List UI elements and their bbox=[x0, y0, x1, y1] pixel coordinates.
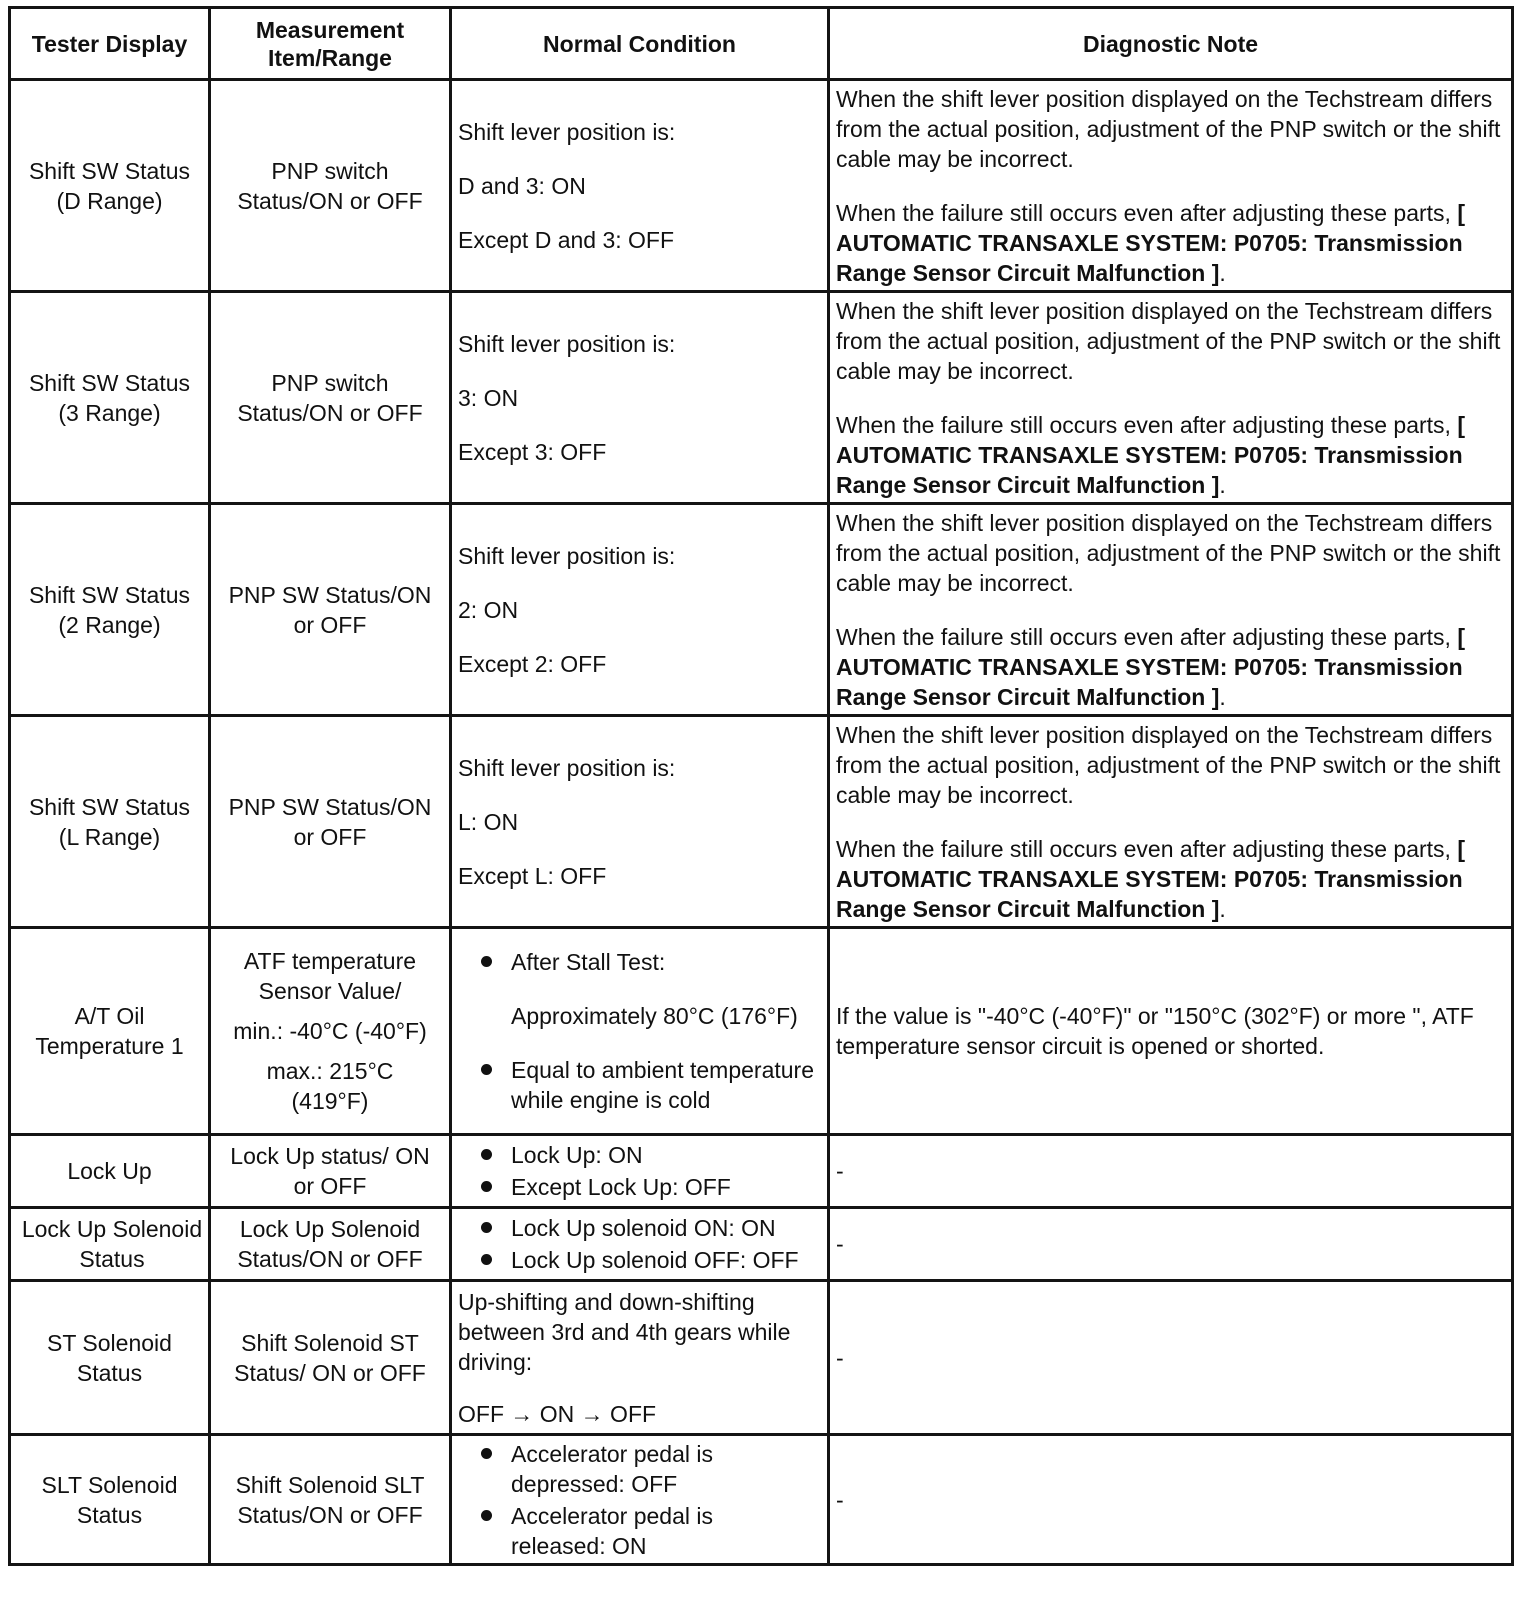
note-paragraph: When the shift lever position displayed on the Techstream differs from the actual position, adjustment of the PNP switch or the shift cable may be incorrect. bbox=[836, 721, 1501, 808]
bullet-icon bbox=[481, 1149, 492, 1160]
condition-line: L: ON bbox=[458, 808, 519, 835]
condition-bullet bbox=[483, 947, 821, 977]
measurement-line bbox=[217, 1056, 443, 1116]
condition-line: 2: ON bbox=[458, 596, 519, 623]
measurement-text: Shift Solenoid SLT Status/ON or OFF bbox=[235, 1471, 425, 1528]
tester-display-cell bbox=[10, 1435, 210, 1565]
table-row bbox=[10, 504, 1513, 716]
measurement-cell bbox=[210, 1135, 451, 1208]
bullet-icon bbox=[481, 1254, 492, 1265]
condition-line: Except L: OFF bbox=[458, 862, 607, 889]
tester-display-text: Shift SW Status (3 Range) bbox=[28, 369, 191, 426]
condition-line: OFF → ON → OFF bbox=[458, 1400, 657, 1427]
note-suffix: . bbox=[1219, 259, 1226, 286]
measurement-cell bbox=[210, 1281, 451, 1435]
table-row bbox=[10, 1208, 1513, 1281]
diagnostic-note-cell: - bbox=[829, 1281, 1513, 1435]
condition-bullet-list bbox=[458, 1213, 821, 1275]
condition-text: Lock Up: ON bbox=[511, 1142, 643, 1168]
note-suffix: . bbox=[1219, 683, 1226, 710]
note-paragraph bbox=[836, 834, 1505, 924]
condition-line: Up-shifting and down-shifting between 3rd and 4th gears while driving: bbox=[458, 1288, 791, 1375]
note-reference-link[interactable]: [ AUTOMATIC TRANSAXLE SYSTEM: P0705: Transmission Range Sensor Circuit Malfunction ] bbox=[836, 623, 1465, 710]
condition-bullet-list bbox=[458, 1140, 821, 1202]
note-paragraph: When the shift lever position displayed on the Techstream differs from the actual position, adjustment of the PNP switch or the shift cable may be incorrect. bbox=[836, 85, 1501, 172]
tester-display-text: Shift SW Status (L Range) bbox=[28, 793, 191, 850]
normal-condition-cell bbox=[451, 1208, 829, 1281]
condition-line: Shift lever position is: bbox=[458, 754, 676, 781]
bullet-icon bbox=[481, 1510, 492, 1521]
diagnostic-note-cell bbox=[829, 292, 1513, 504]
normal-condition-cell bbox=[451, 504, 829, 716]
measurement-cell bbox=[210, 1208, 451, 1281]
table-row bbox=[10, 80, 1513, 292]
note-paragraph bbox=[836, 410, 1505, 500]
normal-condition-cell bbox=[451, 80, 829, 292]
normal-condition-cell bbox=[451, 716, 829, 928]
measurement-cell bbox=[210, 1435, 451, 1565]
note-suffix: . bbox=[1219, 895, 1226, 922]
bullet-icon bbox=[481, 956, 492, 967]
table-row bbox=[10, 716, 1513, 928]
tester-display-text: Lock Up Solenoid Status bbox=[21, 1216, 203, 1272]
table-row bbox=[10, 1435, 1513, 1565]
measurement-text: PNP switch Status/ON or OFF bbox=[237, 369, 423, 426]
normal-condition-cell bbox=[451, 1135, 829, 1208]
tester-display-text: A/T Oil Temperature 1 bbox=[35, 1003, 184, 1059]
condition-bullet bbox=[483, 1172, 821, 1202]
normal-condition-cell bbox=[451, 292, 829, 504]
normal-condition-cell bbox=[451, 1435, 829, 1565]
condition-text: Accelerator pedal is depressed: OFF bbox=[511, 1440, 713, 1497]
table-row bbox=[10, 292, 1513, 504]
header-measurement-item bbox=[210, 8, 451, 80]
condition-bullet bbox=[483, 1055, 821, 1115]
diagnostic-note-cell bbox=[829, 504, 1513, 716]
tester-display-cell bbox=[10, 1281, 210, 1435]
condition-bullet-list bbox=[458, 1439, 821, 1561]
measurement-cell bbox=[210, 80, 451, 292]
note-prefix: When the failure still occurs even after adjusting these parts, bbox=[836, 623, 1451, 650]
diagnostic-note-cell: - bbox=[829, 1435, 1513, 1565]
tester-display-cell bbox=[10, 292, 210, 504]
data-list-table bbox=[8, 6, 1514, 1566]
table-header-row bbox=[10, 8, 1513, 80]
diagnostic-note-cell: - bbox=[829, 1135, 1513, 1208]
condition-line: Except 2: OFF bbox=[458, 650, 607, 677]
condition-bullet bbox=[483, 1439, 821, 1499]
note-reference-link[interactable]: [ AUTOMATIC TRANSAXLE SYSTEM: P0705: Transmission Range Sensor Circuit Malfunction ] bbox=[836, 411, 1465, 498]
header-measurement-text: Measurement Item/Range bbox=[255, 16, 405, 71]
condition-text: Except Lock Up: OFF bbox=[511, 1174, 731, 1200]
measurement-cell bbox=[210, 504, 451, 716]
header-tester-display: Tester Display bbox=[10, 8, 210, 80]
measurement-cell bbox=[210, 716, 451, 928]
table-row bbox=[10, 928, 1513, 1135]
condition-bullet-list bbox=[458, 947, 821, 1115]
condition-line: Shift lever position is: bbox=[458, 330, 676, 357]
measurement-line: min.: -40°C (-40°F) bbox=[233, 1018, 427, 1044]
bullet-icon bbox=[481, 1222, 492, 1233]
measurement-text: Lock Up status/ ON or OFF bbox=[230, 1143, 430, 1199]
table-row bbox=[10, 1135, 1513, 1208]
bullet-icon bbox=[481, 1181, 492, 1192]
note-paragraph bbox=[836, 622, 1505, 712]
tester-display-cell bbox=[10, 716, 210, 928]
condition-line: Shift lever position is: bbox=[458, 118, 676, 145]
tester-display-text: ST Solenoid Status bbox=[47, 1329, 172, 1386]
diagnostic-note-cell bbox=[829, 80, 1513, 292]
tester-display-text: SLT Solenoid Status bbox=[41, 1471, 178, 1528]
normal-condition-cell bbox=[451, 1281, 829, 1435]
bullet-icon bbox=[481, 1064, 492, 1075]
condition-line: 3: ON bbox=[458, 384, 519, 411]
condition-line: Except D and 3: OFF bbox=[458, 226, 675, 253]
tester-display-text: Shift SW Status (D Range) bbox=[28, 157, 191, 214]
measurement-cell bbox=[210, 292, 451, 504]
bullet-icon bbox=[481, 1448, 492, 1459]
tester-display-cell bbox=[10, 1208, 210, 1281]
condition-sub-line bbox=[483, 1001, 821, 1031]
condition-line: Shift lever position is: bbox=[458, 542, 676, 569]
tester-display-cell bbox=[10, 504, 210, 716]
normal-condition-cell bbox=[451, 928, 829, 1135]
header-normal-condition: Normal Condition bbox=[451, 8, 829, 80]
condition-bullet bbox=[483, 1501, 821, 1561]
note-prefix: When the failure still occurs even after adjusting these parts, bbox=[836, 199, 1451, 226]
condition-text: Approximately 80°C (176°F) bbox=[511, 1003, 798, 1029]
table-row bbox=[10, 1281, 1513, 1435]
diagnostic-note-cell: - bbox=[829, 1208, 1513, 1281]
condition-bullet bbox=[483, 1245, 821, 1275]
measurement-cell bbox=[210, 928, 451, 1135]
measurement-text: ATF temperature Sensor Value/ bbox=[243, 948, 417, 1004]
note-paragraph: When the shift lever position displayed on the Techstream differs from the actual position, adjustment of the PNP switch or the shift cable may be incorrect. bbox=[836, 509, 1501, 596]
note-paragraph: When the shift lever position displayed on the Techstream differs from the actual position, adjustment of the PNP switch or the shift cable may be incorrect. bbox=[836, 297, 1501, 384]
measurement-text: Lock Up Solenoid Status/ON or OFF bbox=[237, 1216, 423, 1272]
note-paragraph: If the value is "-40°C (-40°F)" or "150°C (302°F) or more ", ATF temperature sensor circuit is opened or shorted. bbox=[836, 1003, 1474, 1059]
diagnostic-note-cell bbox=[829, 716, 1513, 928]
measurement-text: PNP SW Status/ON or OFF bbox=[228, 793, 432, 850]
condition-bullet bbox=[483, 1213, 821, 1243]
tester-display-text: Shift SW Status (2 Range) bbox=[28, 581, 191, 638]
condition-line: D and 3: ON bbox=[458, 172, 586, 199]
measurement-text: PNP SW Status/ON or OFF bbox=[228, 581, 432, 638]
condition-text: Equal to ambient temperature while engine is cold bbox=[511, 1057, 815, 1113]
note-reference-link[interactable]: [ AUTOMATIC TRANSAXLE SYSTEM: P0705: Transmission Range Sensor Circuit Malfunction ] bbox=[836, 199, 1465, 286]
condition-text: Lock Up solenoid ON: ON bbox=[511, 1215, 776, 1241]
note-paragraph bbox=[836, 198, 1505, 288]
note-prefix: When the failure still occurs even after adjusting these parts, bbox=[836, 835, 1451, 862]
tester-display-cell: Lock Up bbox=[10, 1135, 210, 1208]
condition-text: Lock Up solenoid OFF: OFF bbox=[511, 1247, 799, 1273]
note-suffix: . bbox=[1219, 471, 1226, 498]
tester-display-cell bbox=[10, 80, 210, 292]
condition-bullet bbox=[483, 1140, 821, 1170]
condition-text: After Stall Test: bbox=[511, 949, 666, 975]
note-reference-link[interactable]: [ AUTOMATIC TRANSAXLE SYSTEM: P0705: Transmission Range Sensor Circuit Malfunction ] bbox=[836, 835, 1465, 922]
diagnostic-note-cell bbox=[829, 928, 1513, 1135]
measurement-text: Shift Solenoid ST Status/ ON or OFF bbox=[234, 1329, 426, 1386]
measurement-text: PNP switch Status/ON or OFF bbox=[237, 157, 423, 214]
tester-display-cell bbox=[10, 928, 210, 1135]
condition-text: Accelerator pedal is released: ON bbox=[511, 1502, 713, 1559]
header-diagnostic-note: Diagnostic Note bbox=[829, 8, 1513, 80]
condition-line: Except 3: OFF bbox=[458, 438, 607, 465]
measurement-line bbox=[217, 946, 443, 1006]
measurement-text: max.: 215°C (419°F) bbox=[266, 1058, 394, 1114]
note-prefix: When the failure still occurs even after adjusting these parts, bbox=[836, 411, 1451, 438]
